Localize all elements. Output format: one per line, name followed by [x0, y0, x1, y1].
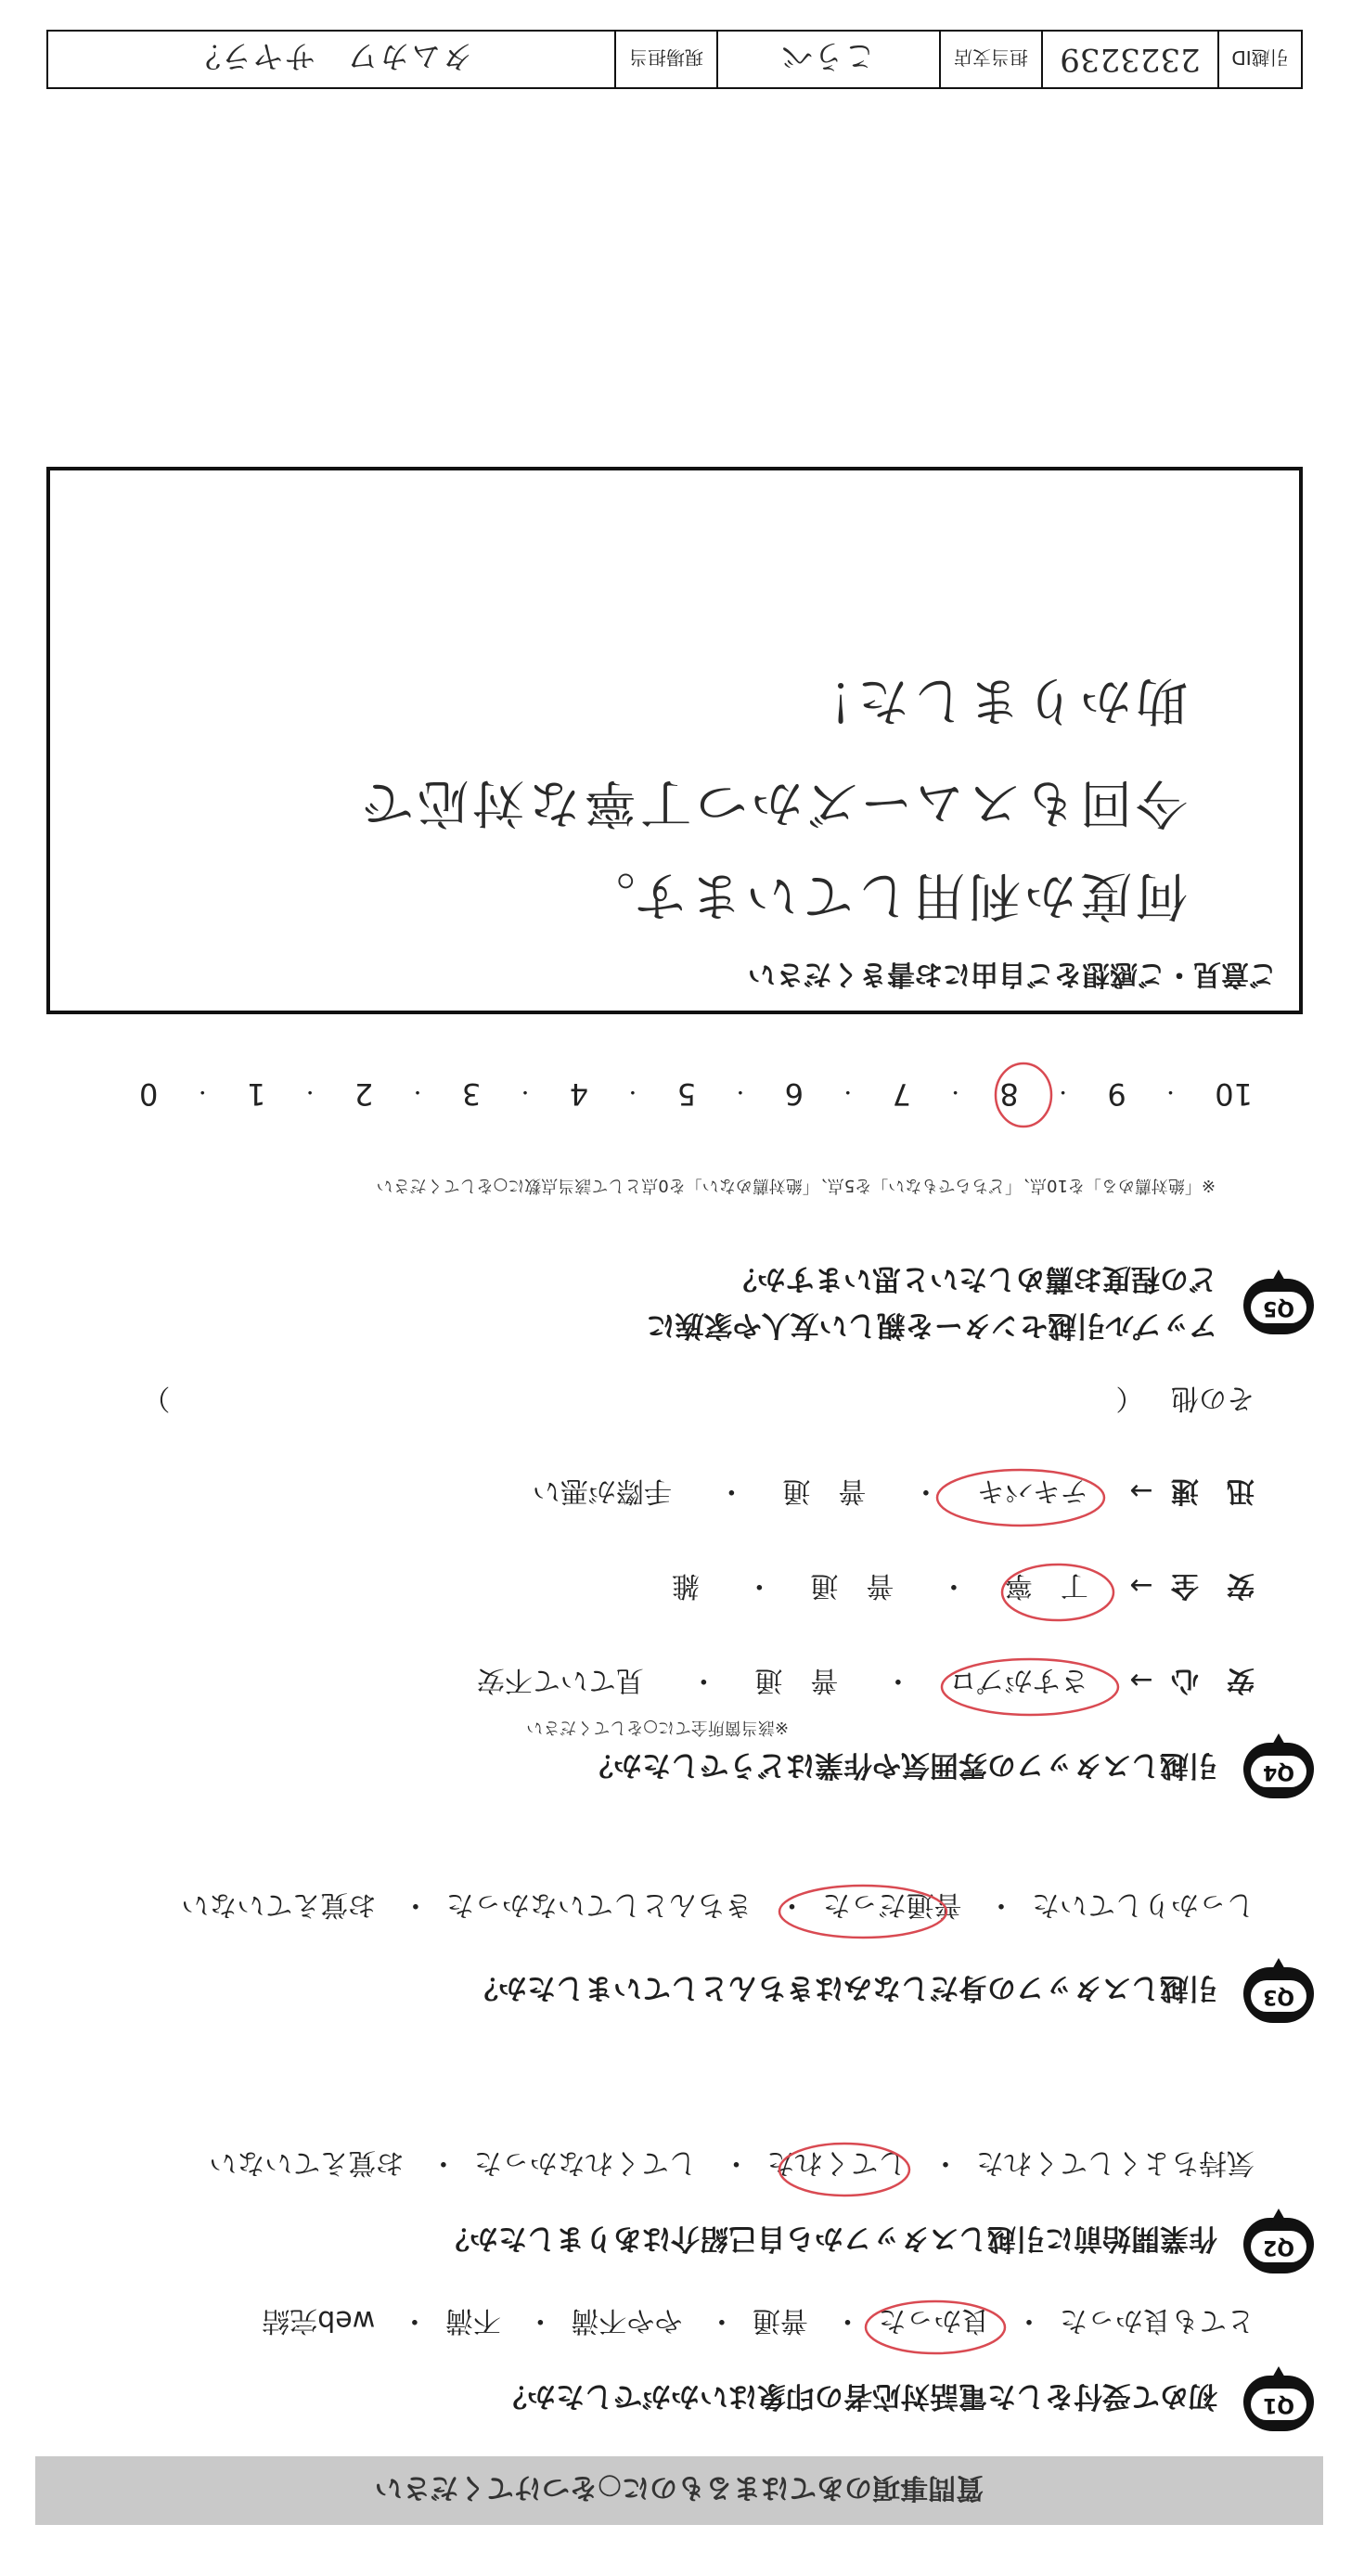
q5-score-circle: [996, 1063, 1051, 1127]
q4-anshin-circle: [942, 1659, 1118, 1715]
q2-option[interactable]: お覚えていない: [209, 2146, 405, 2179]
q5-score-scale: 10 ・ 9 ・ 8 ・ 7 ・ 6 ・ 5 ・ 4 ・ 3 ・ 2 ・ 1 ・ 0: [139, 1076, 1253, 1112]
q1-option[interactable]: web完結: [262, 2304, 376, 2337]
q4-option[interactable]: テキパキ: [976, 1475, 1088, 1507]
comment-title: ご意見・ご感想をご自由にお書きください: [748, 958, 1277, 990]
q1-options: とても良かった・ 良かった・ 普通・ やや不満・ 不満・ web完結: [262, 2303, 1255, 2344]
q4-option[interactable]: 普 通: [810, 1569, 894, 1602]
comment-line-3: 助かりました！: [798, 670, 1188, 730]
score-7[interactable]: 7: [892, 1076, 911, 1112]
q3-option[interactable]: 普通だった: [822, 1888, 962, 1921]
q3-badge-icon: Q3: [1243, 1965, 1314, 2023]
q4-row-jinsoku: 迅 速 → テキパキ・ 普 通・ 手際が悪い: [532, 1475, 1255, 1507]
q3-answer-circle: [779, 1886, 946, 1938]
branch-label: 担当支店: [939, 32, 1041, 87]
score-4[interactable]: 4: [569, 1076, 589, 1112]
q2-option[interactable]: してくれなかった: [473, 2146, 697, 2179]
q2-option[interactable]: 気持ちよくしてくれた: [976, 2146, 1255, 2179]
q4-jinsoku-circle: [937, 1470, 1104, 1526]
comment-line-1: 何度か利用しています。: [579, 865, 1188, 925]
q1-option[interactable]: やや不満: [571, 2304, 683, 2337]
q4-row-anshin: 安 心 → さすがプロ・ 普 通・ 見ていて不安: [476, 1664, 1255, 1696]
q4-option[interactable]: 普 通: [754, 1664, 839, 1696]
q3-option[interactable]: しっかりしていた: [1032, 1888, 1255, 1921]
q1-option[interactable]: 不満: [444, 2304, 501, 2337]
q1-option[interactable]: 普通: [752, 2304, 808, 2337]
q3-options: しっかりしていた・ 普通だった・ きちんとしていなかった・ お覚えていない: [181, 1887, 1255, 1928]
leader-value: タムカワ サヤラ？: [189, 37, 473, 75]
id-label: 引越ID: [1217, 32, 1301, 87]
score-5[interactable]: 5: [676, 1076, 697, 1112]
q4-note: ※該当箇所全てに○をしてください: [526, 1718, 789, 1737]
q2-question: 作業開始前に引越しスタッフから自己紹介はありましたか？: [441, 2222, 1217, 2255]
q4-option[interactable]: 普 通: [782, 1475, 867, 1507]
q4-row-other: その他 （ ）: [142, 1382, 1255, 1414]
comment-line-2: 今回もスムーズかつ丁寧な対応で: [357, 772, 1188, 832]
q2-options: 気持ちよくしてくれた・ してくれた・ してくれなかった・ お覚えていない: [209, 2145, 1255, 2186]
score-8[interactable]: 8: [999, 1076, 1019, 1112]
score-3[interactable]: 3: [461, 1076, 482, 1112]
q4-option[interactable]: さすがプロ: [948, 1664, 1088, 1696]
score-2[interactable]: 2: [354, 1076, 374, 1112]
q4-option[interactable]: 見ていて不安: [476, 1664, 644, 1696]
q1-answer-circle: [866, 2301, 1005, 2353]
id-value: 2323239: [1041, 32, 1217, 87]
q5-question-line2: どの程度お薦めしたいと思いますか？: [728, 1262, 1217, 1295]
q1-option[interactable]: 良かった: [878, 2304, 990, 2337]
q2-option[interactable]: してくれた: [766, 2146, 907, 2179]
q4-row-anzen: 安 全 → 丁 寧・ 普 通・ 雑: [671, 1569, 1255, 1602]
q2-answer-circle: [779, 2144, 909, 2196]
q4-question: 引越しスタッフの雰囲気や作業はどうでしたか？: [585, 1748, 1217, 1782]
q1-option[interactable]: とても良かった: [1060, 2304, 1255, 2337]
q1-badge-icon: Q1: [1243, 2374, 1314, 2431]
q5-badge-icon: Q5: [1243, 1277, 1314, 1334]
score-0[interactable]: 0: [139, 1076, 159, 1112]
q4-badge-icon: Q4: [1243, 1741, 1314, 1798]
q4-option[interactable]: 手際が悪い: [532, 1475, 672, 1507]
score-6[interactable]: 6: [784, 1076, 804, 1112]
q5-note: ※「絶対薦める」を10点、「どちらでもない」を5点、「絶対薦めない」を0点として該当点数に○をしてください: [376, 1176, 1216, 1195]
q4-other-label: その他: [1171, 1382, 1255, 1414]
q3-option[interactable]: お覚えていない: [181, 1888, 377, 1921]
q3-question: 引越しスタッフの身だしなみはきちんとしていましたか？: [470, 1971, 1217, 2004]
q4-option[interactable]: 丁 寧: [1004, 1569, 1088, 1602]
score-9[interactable]: 9: [1107, 1076, 1126, 1112]
q4-option[interactable]: 雑: [671, 1569, 700, 1602]
q5-question-line1: アップル引越センターを親しい友人や家族に: [646, 1308, 1217, 1342]
q3-option[interactable]: きちんとしていなかった: [445, 1888, 753, 1921]
leader-label: 現場担当: [614, 32, 716, 87]
instructions-text: 質問事項のあてはまるものに○をつけてください: [374, 2471, 984, 2504]
q1-question: 初めて受付をした電話対応者の印象はいかがでしたか？: [498, 2379, 1217, 2413]
q4-anzen-circle: [1002, 1565, 1113, 1620]
q2-badge-icon: Q2: [1243, 2216, 1314, 2273]
branch-value: こうべ: [716, 32, 939, 87]
score-1[interactable]: 1: [246, 1076, 266, 1112]
score-10[interactable]: 10: [1215, 1076, 1253, 1112]
